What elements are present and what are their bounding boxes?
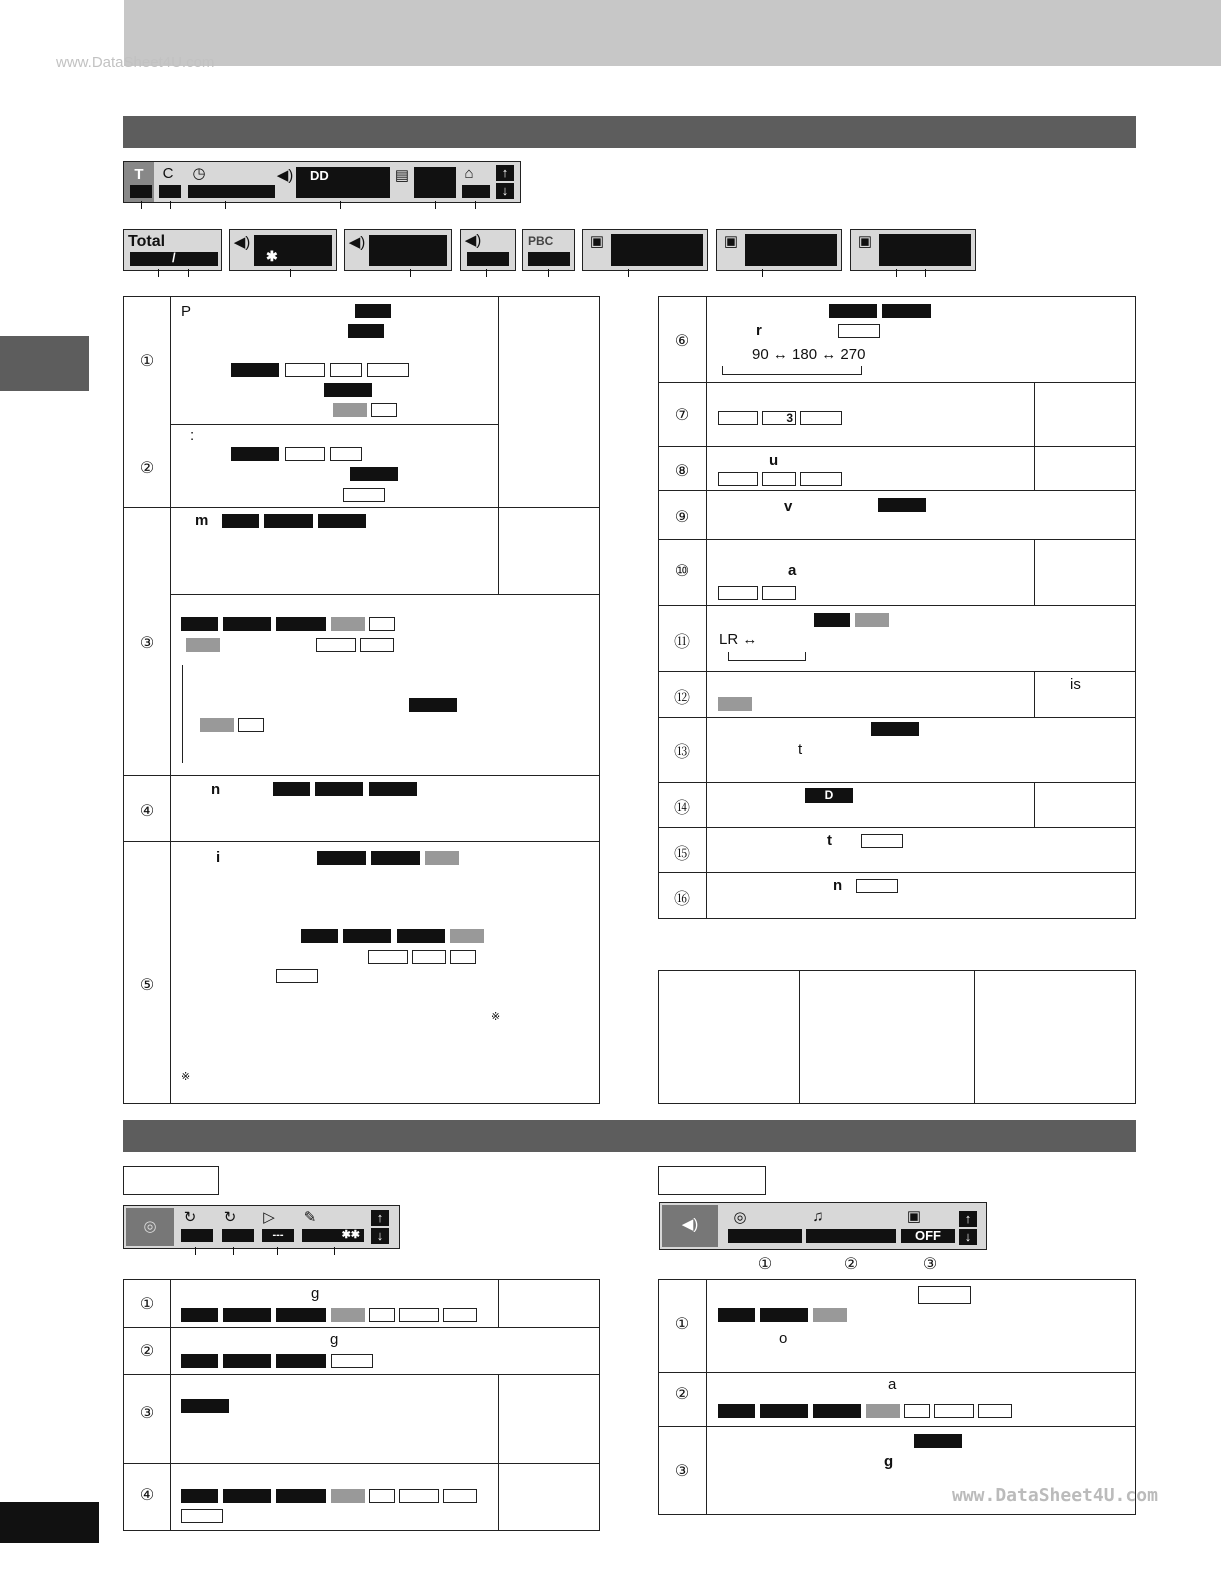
table-divider bbox=[658, 872, 1136, 873]
disc-badge bbox=[343, 929, 391, 943]
total-osd bbox=[123, 229, 222, 271]
disc-badge-outline bbox=[443, 1489, 477, 1503]
marker-field: ✱✱ bbox=[302, 1229, 364, 1242]
row-number: ⑬ bbox=[673, 744, 690, 761]
disc-badge-outline bbox=[360, 638, 394, 652]
row-number: ⑥ bbox=[674, 333, 690, 350]
disc-badge bbox=[264, 514, 313, 528]
row-text: n bbox=[211, 781, 221, 798]
disc-badge-outline bbox=[762, 586, 796, 600]
disc-badge bbox=[181, 1354, 218, 1368]
repeat-ab-icon: ↻ bbox=[223, 1209, 237, 1226]
disc-badge-gray bbox=[425, 851, 459, 865]
disc-badge bbox=[348, 324, 384, 338]
disc-badge-gray bbox=[333, 403, 367, 417]
disc-badge bbox=[350, 467, 398, 481]
disc-badge bbox=[813, 1404, 861, 1418]
disc-badge-outline bbox=[330, 363, 362, 377]
disc-badge bbox=[871, 722, 919, 736]
bracket-line bbox=[182, 665, 183, 763]
play-mode-field: --- bbox=[262, 1229, 294, 1242]
row-text: : bbox=[190, 427, 195, 444]
arrow-up-icon[interactable]: ↑ bbox=[496, 165, 514, 181]
table-divider bbox=[1034, 539, 1035, 605]
disc-badge bbox=[273, 782, 310, 796]
disc-badge-outline bbox=[285, 447, 325, 461]
surround-field bbox=[728, 1229, 802, 1243]
disc-badge bbox=[397, 929, 445, 943]
disc-badge bbox=[718, 1404, 755, 1418]
callout-number: ② bbox=[843, 1256, 859, 1273]
row-text: g bbox=[330, 1331, 339, 1348]
disc-badge-outline bbox=[368, 950, 408, 964]
disc-badge-gray bbox=[718, 697, 752, 711]
disc-badge bbox=[301, 929, 338, 943]
row-number: ① bbox=[139, 353, 155, 370]
callout-tick bbox=[896, 269, 897, 277]
disc-badge-outline bbox=[718, 472, 758, 486]
table-divider bbox=[123, 1327, 600, 1328]
callout-tick bbox=[233, 1247, 234, 1255]
disc-badge-outline bbox=[800, 411, 842, 425]
disc-badge bbox=[317, 851, 366, 865]
disc-badge bbox=[231, 363, 279, 377]
right-info-table bbox=[658, 296, 1136, 919]
disc-badge bbox=[231, 447, 279, 461]
audio-osd-b bbox=[344, 229, 452, 271]
play-osd-banner bbox=[123, 1205, 400, 1249]
disc-icon: ◎ bbox=[143, 1218, 157, 1235]
time-field bbox=[188, 185, 275, 198]
side-tab bbox=[0, 336, 89, 391]
speaker-icon: ◀) bbox=[681, 1216, 699, 1233]
disc-badge bbox=[355, 304, 391, 318]
disc-badge-outline bbox=[762, 472, 796, 486]
callout-tick bbox=[195, 1247, 196, 1255]
row-number: ③ bbox=[674, 1463, 690, 1480]
audio-osd-c bbox=[460, 229, 516, 271]
page-tab bbox=[0, 1502, 99, 1543]
subtitle-field-c bbox=[879, 234, 971, 266]
disc-badge: D bbox=[805, 788, 853, 803]
row-text: t bbox=[798, 741, 803, 758]
row-text: v bbox=[784, 498, 793, 515]
disc-badge-outline bbox=[904, 1404, 930, 1418]
row-number: ⑨ bbox=[674, 509, 690, 526]
row-number: ⑧ bbox=[674, 463, 690, 480]
section-bar-disc-info bbox=[123, 116, 1136, 148]
audio-field-b bbox=[369, 235, 447, 266]
table-divider bbox=[706, 1279, 707, 1515]
disc-badge-outline bbox=[238, 718, 264, 732]
disc-badge-outline bbox=[369, 1489, 395, 1503]
callout-tick bbox=[170, 201, 171, 209]
row-text: LR ↔ bbox=[719, 631, 758, 648]
callout-tick bbox=[475, 201, 476, 209]
disc-badge-outline bbox=[399, 1489, 439, 1503]
audio-field-c bbox=[467, 252, 509, 266]
camera-angle-icon: ⌂ bbox=[464, 165, 474, 182]
table-divider bbox=[123, 507, 600, 508]
pbc-label: PBC bbox=[528, 234, 554, 248]
callout-tick bbox=[925, 269, 926, 277]
star-mark: ✱ bbox=[266, 248, 278, 264]
arrow-up-icon[interactable]: ↑ bbox=[959, 1211, 977, 1227]
disc-badge-gray bbox=[855, 613, 889, 627]
subtitle-osd-c bbox=[850, 229, 976, 271]
disc-badge-outline bbox=[331, 1354, 373, 1368]
repeat-field bbox=[181, 1229, 213, 1242]
surround-icon: ◎ bbox=[733, 1209, 747, 1226]
disc-badge-outline bbox=[856, 879, 898, 893]
row-number: ⑩ bbox=[674, 563, 690, 580]
table-divider bbox=[974, 970, 975, 1104]
disc-badge-outline bbox=[330, 447, 362, 461]
blank-table bbox=[658, 970, 1136, 1104]
table-divider bbox=[1034, 782, 1035, 827]
callout-tick bbox=[188, 269, 189, 277]
table-divider bbox=[123, 775, 600, 776]
disc-badge bbox=[276, 1354, 326, 1368]
disc-badge-outline bbox=[718, 411, 758, 425]
disc-badge-gray bbox=[331, 1308, 365, 1322]
title-icon: T bbox=[134, 166, 144, 183]
row-text: o bbox=[779, 1330, 788, 1347]
watermark-bottom: www.DataSheet4U.com bbox=[952, 1485, 1158, 1506]
dialogue-field bbox=[806, 1229, 896, 1243]
callout-number: ① bbox=[757, 1256, 773, 1273]
repeat-icon: ↻ bbox=[183, 1209, 197, 1226]
disc-badge bbox=[814, 613, 850, 627]
row-text: u bbox=[769, 452, 779, 469]
disc-osd-banner bbox=[123, 161, 521, 203]
title-number-field bbox=[130, 185, 152, 198]
row-number: ② bbox=[674, 1386, 690, 1403]
row-number: ③ bbox=[139, 635, 155, 652]
disc-badge bbox=[878, 498, 926, 512]
row-number: ⑫ bbox=[673, 690, 690, 707]
callout-tick bbox=[548, 269, 549, 277]
table-divider bbox=[498, 1374, 499, 1531]
callout-number: ③ bbox=[922, 1256, 938, 1273]
loop-arrow bbox=[722, 366, 862, 375]
disc-badge bbox=[181, 617, 218, 631]
subtitle-field-a bbox=[611, 234, 703, 266]
disc-badge-gray bbox=[866, 1404, 900, 1418]
disc-badge bbox=[914, 1434, 962, 1448]
disc-badge bbox=[181, 1308, 218, 1322]
dialogue-icon: ♫ bbox=[812, 1208, 824, 1225]
table-divider bbox=[706, 296, 707, 919]
row-number: ④ bbox=[139, 1487, 155, 1504]
callout-tick bbox=[486, 269, 487, 277]
subtitle-icon: ▣ bbox=[589, 233, 605, 250]
row-number: ⑪ bbox=[673, 634, 690, 651]
callout-tick bbox=[340, 201, 341, 209]
speaker-icon: ◀) bbox=[464, 232, 482, 249]
audio-osd-banner bbox=[659, 1202, 987, 1250]
disc-badge-outline bbox=[838, 324, 880, 338]
table-divider bbox=[498, 1279, 499, 1327]
row-text: g bbox=[884, 1453, 894, 1470]
disc-badge bbox=[276, 1489, 326, 1503]
callout-tick bbox=[141, 201, 142, 209]
row-number: ⑭ bbox=[673, 800, 690, 817]
disc-badge bbox=[882, 304, 931, 318]
play-icon: ▷ bbox=[263, 1209, 275, 1226]
night-mode-field: OFF bbox=[901, 1229, 955, 1243]
disc-badge bbox=[223, 1354, 271, 1368]
disc-badge-outline bbox=[371, 403, 397, 417]
disc-badge bbox=[181, 1489, 218, 1503]
disc-badge-outline bbox=[412, 950, 446, 964]
angle-sequence: 90 ↔ 180 ↔ 270 bbox=[752, 346, 866, 363]
dolby-label: DD bbox=[310, 168, 329, 183]
total-separator: / bbox=[172, 250, 176, 265]
subtitle-icon: ▤ bbox=[394, 167, 410, 184]
row-text: i bbox=[216, 849, 221, 866]
disc-badge bbox=[222, 514, 259, 528]
row-text: a bbox=[788, 562, 797, 579]
disc-badge bbox=[318, 514, 366, 528]
row-text: a bbox=[888, 1376, 897, 1393]
table-divider bbox=[123, 1463, 600, 1464]
disc-badge-outline bbox=[285, 363, 325, 377]
speaker-icon: ◀) bbox=[276, 167, 294, 184]
table-divider bbox=[170, 594, 600, 595]
play-menu-label-box bbox=[123, 1166, 219, 1195]
row-number: ⑮ bbox=[673, 846, 690, 863]
table-divider bbox=[123, 841, 600, 842]
disc-badge-outline bbox=[978, 1404, 1012, 1418]
subtitle-osd-b bbox=[716, 229, 842, 271]
table-divider bbox=[658, 446, 1136, 447]
disc-badge-outline bbox=[369, 1308, 395, 1322]
header-band bbox=[124, 0, 1221, 66]
total-label: Total bbox=[128, 233, 166, 250]
section-bar-play-menu bbox=[123, 1120, 1136, 1152]
arrow-down-icon[interactable]: ↓ bbox=[959, 1229, 977, 1245]
footnote-mark: ※ bbox=[181, 1071, 191, 1083]
disc-badge-gray bbox=[813, 1308, 847, 1322]
row-number: ⑯ bbox=[673, 891, 690, 908]
table-divider bbox=[799, 970, 800, 1104]
clock-icon: ◷ bbox=[192, 165, 206, 182]
pbc-field bbox=[528, 252, 570, 266]
subtitle-field-b bbox=[745, 234, 837, 266]
disc-badge-outline bbox=[800, 472, 842, 486]
row-number: ① bbox=[674, 1316, 690, 1333]
table-divider bbox=[658, 782, 1136, 783]
disc-badge bbox=[369, 782, 417, 796]
table-divider bbox=[658, 1372, 1136, 1373]
loop-arrow bbox=[728, 652, 806, 661]
row-number: ⑦ bbox=[674, 407, 690, 424]
disc-badge-outline bbox=[399, 1308, 439, 1322]
disc-badge-outline: 3 bbox=[762, 411, 796, 425]
table-divider bbox=[658, 605, 1136, 606]
disc-badge bbox=[223, 1489, 271, 1503]
arrow-down-icon[interactable]: ↓ bbox=[371, 1228, 389, 1244]
disc-badge-gray bbox=[200, 718, 234, 732]
row-text: r bbox=[756, 322, 762, 339]
disc-badge bbox=[276, 617, 326, 631]
subtitle-icon: ▣ bbox=[723, 233, 739, 250]
callout-tick bbox=[277, 1247, 278, 1255]
table-divider bbox=[658, 671, 1136, 672]
disc-badge-gray bbox=[186, 638, 220, 652]
table-divider bbox=[1034, 671, 1035, 717]
table-divider bbox=[658, 827, 1136, 828]
pbc-osd bbox=[522, 229, 575, 271]
table-divider bbox=[658, 717, 1136, 718]
audio-menu-label-box bbox=[658, 1166, 766, 1195]
disc-badge-gray bbox=[450, 929, 484, 943]
callout-tick bbox=[290, 269, 291, 277]
table-divider bbox=[498, 296, 499, 594]
disc-badge bbox=[371, 851, 420, 865]
callout-tick bbox=[410, 269, 411, 277]
disc-badge bbox=[718, 1308, 755, 1322]
subtitle-field bbox=[414, 167, 456, 198]
arrow-down-icon[interactable]: ↓ bbox=[496, 183, 514, 199]
disc-badge bbox=[223, 617, 271, 631]
row-number: ⑤ bbox=[139, 977, 155, 994]
audio-osd-a bbox=[229, 229, 337, 271]
disc-badge bbox=[760, 1404, 808, 1418]
row-text: g bbox=[311, 1285, 320, 1302]
row-text: n bbox=[833, 877, 843, 894]
table-divider bbox=[658, 382, 1136, 383]
disc-badge-outline bbox=[367, 363, 409, 377]
table-divider bbox=[658, 539, 1136, 540]
disc-badge-outline bbox=[276, 969, 318, 983]
footnote-mark: ※ bbox=[491, 1011, 501, 1023]
row-number: ② bbox=[139, 460, 155, 477]
speaker-icon: ◀) bbox=[233, 234, 251, 251]
speaker-icon: ◀) bbox=[348, 234, 366, 251]
angle-field bbox=[462, 185, 490, 198]
disc-badge-outline bbox=[934, 1404, 974, 1418]
row-number: ④ bbox=[139, 803, 155, 820]
disc-badge-outline bbox=[181, 1509, 223, 1523]
row-text: t bbox=[827, 832, 832, 849]
night-mode-icon: ▣ bbox=[906, 1208, 922, 1225]
disc-badge bbox=[324, 383, 372, 397]
watermark-top: www.DataSheet4U.com bbox=[56, 54, 215, 71]
arrow-up-icon[interactable]: ↑ bbox=[371, 1210, 389, 1226]
disc-badge-outline bbox=[918, 1286, 971, 1304]
subtitle-icon: ▣ bbox=[857, 233, 873, 250]
disc-badge-outline bbox=[861, 834, 903, 848]
table-divider bbox=[658, 490, 1136, 491]
disc-badge bbox=[223, 1308, 271, 1322]
callout-tick bbox=[158, 269, 159, 277]
row-number: ① bbox=[139, 1296, 155, 1313]
left-info-table bbox=[123, 296, 600, 1104]
disc-badge bbox=[829, 304, 877, 318]
callout-tick bbox=[628, 269, 629, 277]
disc-badge-outline bbox=[718, 586, 758, 600]
row-text: P bbox=[181, 303, 192, 320]
row-side-text: is bbox=[1070, 676, 1081, 693]
callout-tick bbox=[435, 201, 436, 209]
callout-tick bbox=[762, 269, 763, 277]
row-number: ③ bbox=[139, 1405, 155, 1422]
disc-badge-outline bbox=[343, 488, 385, 502]
callout-tick bbox=[225, 201, 226, 209]
table-divider bbox=[658, 1426, 1136, 1427]
repeat-ab-field bbox=[222, 1229, 254, 1242]
subtitle-osd-a bbox=[582, 229, 708, 271]
row-text: m bbox=[195, 512, 209, 529]
disc-badge bbox=[760, 1308, 808, 1322]
disc-badge-gray bbox=[331, 617, 365, 631]
callout-tick bbox=[334, 1247, 335, 1255]
chapter-icon: C bbox=[162, 165, 174, 182]
disc-badge-outline bbox=[450, 950, 476, 964]
table-divider bbox=[1034, 382, 1035, 490]
chapter-number-field bbox=[159, 185, 181, 198]
table-divider bbox=[170, 424, 499, 425]
disc-badge bbox=[409, 698, 457, 712]
disc-badge-outline bbox=[369, 617, 395, 631]
disc-badge-gray bbox=[331, 1489, 365, 1503]
marker-icon: ✎ bbox=[303, 1209, 317, 1226]
disc-badge bbox=[181, 1399, 229, 1413]
disc-badge bbox=[315, 782, 363, 796]
disc-badge bbox=[276, 1308, 326, 1322]
row-number: ② bbox=[139, 1343, 155, 1360]
disc-badge-outline bbox=[443, 1308, 477, 1322]
disc-badge-outline bbox=[316, 638, 356, 652]
table-divider bbox=[123, 1374, 600, 1375]
